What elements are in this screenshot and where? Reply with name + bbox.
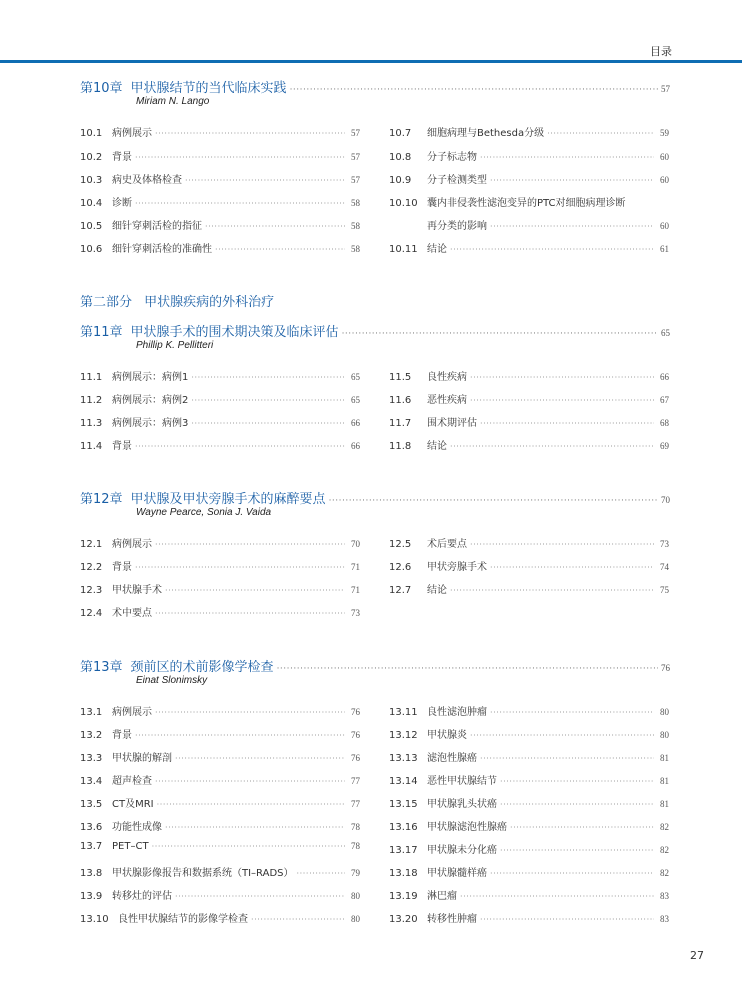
chapter-page: 70 xyxy=(661,495,670,505)
entry-number: 13.16 xyxy=(389,822,418,833)
entry-page: 59 xyxy=(660,128,669,138)
toc-entry[interactable] xyxy=(389,795,669,810)
entry-title: 甲状腺影像报告和数据系统（TI–RADS） xyxy=(112,868,294,879)
entry-number: 10.9 xyxy=(389,175,412,186)
chapter-page: 65 xyxy=(661,328,670,338)
toc-entry[interactable] xyxy=(389,887,669,902)
chapter-10-heading[interactable] xyxy=(80,77,670,96)
entry-number: 10.10 xyxy=(389,198,418,209)
entry-number: 11.7 xyxy=(389,418,412,429)
leader-dots xyxy=(470,540,654,549)
entry-number: 11.3 xyxy=(80,418,103,429)
header-rule xyxy=(0,60,742,63)
leader-dots xyxy=(135,563,345,572)
leader-dots xyxy=(155,129,345,138)
entry-number: 12.6 xyxy=(389,562,412,573)
entry-number: 12.4 xyxy=(80,608,103,619)
chapter-number: 第12章 xyxy=(80,492,123,507)
entry-page: 80 xyxy=(660,730,669,740)
entry-page: 76 xyxy=(351,707,360,717)
toc-entry[interactable] xyxy=(80,558,360,573)
leader-dots xyxy=(290,85,658,95)
chapter-author: Einat Slonimsky xyxy=(136,675,208,686)
entry-page: 77 xyxy=(351,799,360,809)
chapter-number: 第13章 xyxy=(80,660,123,675)
toc-entry[interactable] xyxy=(389,368,669,383)
entry-number: 11.8 xyxy=(389,441,412,452)
toc-entry[interactable] xyxy=(80,240,360,255)
entry-number: 10.2 xyxy=(80,152,103,163)
entry-title: 甲状腺未分化癌 xyxy=(427,845,497,856)
entry-page: 61 xyxy=(660,244,669,254)
entry-title: 囊内非侵袭性滤泡变异的PTC对细胞病理诊断 xyxy=(427,198,626,209)
entry-page: 80 xyxy=(660,707,669,717)
entry-page: 68 xyxy=(660,418,669,428)
leader-dots xyxy=(460,892,654,901)
toc-entry[interactable] xyxy=(389,437,669,452)
part-title: 甲状腺疾病的外科治疗 xyxy=(144,295,275,310)
leader-dots xyxy=(135,153,345,162)
leader-dots xyxy=(135,442,345,451)
entry-page: 74 xyxy=(660,562,669,572)
toc-entry[interactable] xyxy=(389,391,669,406)
entry-title: 结论 xyxy=(427,244,447,255)
part-heading[interactable] xyxy=(80,291,282,310)
toc-entry[interactable] xyxy=(80,217,360,232)
entry-title: 转移灶的评估 xyxy=(112,891,172,902)
toc-entry[interactable] xyxy=(80,726,360,741)
entry-page: 58 xyxy=(351,221,360,231)
toc-entry[interactable] xyxy=(80,818,360,833)
entry-title: 背景 xyxy=(112,562,132,573)
leader-dots xyxy=(470,373,654,382)
toc-entry[interactable] xyxy=(389,749,669,764)
leader-dots xyxy=(215,245,345,254)
entry-page: 80 xyxy=(351,914,360,924)
entry-number: 13.1 xyxy=(80,707,103,718)
entry-number: 10.3 xyxy=(80,175,103,186)
entry-page: 66 xyxy=(351,418,360,428)
entry-page: 82 xyxy=(660,845,669,855)
leader-dots xyxy=(480,915,654,924)
entry-title: 淋巴瘤 xyxy=(427,891,457,902)
leader-dots xyxy=(205,222,345,231)
entry-page: 78 xyxy=(351,822,360,832)
toc-entry[interactable] xyxy=(80,414,360,429)
toc-entry[interactable] xyxy=(80,749,360,764)
chapter-page: 76 xyxy=(661,663,670,673)
entry-title: 病史及体格检查 xyxy=(112,175,182,186)
entry-title: 甲状腺髓样癌 xyxy=(427,868,487,879)
entry-title: PET–CT xyxy=(112,841,149,852)
entry-number: 11.5 xyxy=(389,372,412,383)
leader-dots xyxy=(450,245,654,254)
entry-page: 83 xyxy=(660,891,669,901)
entry-page: 69 xyxy=(660,441,669,451)
chapter-author: Wayne Pearce, Sonia J. Vaida xyxy=(136,507,272,518)
entry-number: 13.2 xyxy=(80,730,103,741)
entry-number: 13.9 xyxy=(80,891,103,902)
chapter-12-heading[interactable] xyxy=(80,488,670,507)
toc-entry[interactable] xyxy=(80,124,360,139)
leader-dots xyxy=(490,708,654,717)
entry-title: 结论 xyxy=(427,585,447,596)
entry-title: 术后要点 xyxy=(427,539,467,550)
chapter-title: 甲状腺结节的当代临床实践 xyxy=(130,81,287,96)
toc-entry[interactable] xyxy=(389,581,669,596)
leader-dots xyxy=(342,329,658,339)
leader-dots xyxy=(251,915,345,924)
toc-entry[interactable] xyxy=(389,171,669,186)
leader-dots xyxy=(191,396,345,405)
entry-title: 背景 xyxy=(112,441,132,452)
entry-title: 诊断 xyxy=(112,198,132,209)
running-header-title: 目录 xyxy=(650,45,672,58)
entry-number: 11.2 xyxy=(80,395,103,406)
leader-dots xyxy=(510,823,654,832)
page-number: 27 xyxy=(690,949,704,962)
entry-page: 71 xyxy=(351,562,360,572)
entry-title: 甲状腺手术 xyxy=(112,585,162,596)
chapter-11-heading[interactable] xyxy=(80,321,670,340)
leader-dots xyxy=(277,664,658,674)
leader-dots xyxy=(450,586,654,595)
entry-page: 65 xyxy=(351,372,360,382)
entry-page: 81 xyxy=(660,799,669,809)
entry-title: 甲状腺滤泡性腺癌 xyxy=(427,822,507,833)
chapter-13-heading[interactable] xyxy=(80,656,670,675)
entry-number: 10.6 xyxy=(80,244,103,255)
toc-entry[interactable] xyxy=(80,535,360,550)
toc-entry[interactable] xyxy=(389,841,669,856)
entry-number: 12.1 xyxy=(80,539,103,550)
entry-page: 66 xyxy=(351,441,360,451)
entry-page: 81 xyxy=(660,753,669,763)
part-label: 第二部分 xyxy=(80,295,133,310)
entry-title: 恶性甲状腺结节 xyxy=(427,776,497,787)
toc-entry[interactable] xyxy=(389,148,669,163)
toc-entry[interactable] xyxy=(389,558,669,573)
entry-page: 57 xyxy=(351,128,360,138)
toc-entry[interactable] xyxy=(80,887,360,902)
entry-title: 甲状腺炎 xyxy=(427,730,467,741)
leader-dots xyxy=(165,823,345,832)
entry-number: 10.11 xyxy=(389,244,418,255)
entry-page: 76 xyxy=(351,753,360,763)
entry-title: 病例展示 xyxy=(112,707,152,718)
entry-title: 滤泡性腺癌 xyxy=(427,753,477,764)
leader-dots xyxy=(470,731,654,740)
entry-page: 73 xyxy=(660,539,669,549)
entry-number: 10.5 xyxy=(80,221,103,232)
chapter-number: 第11章 xyxy=(80,325,123,340)
toc-entry[interactable] xyxy=(389,772,669,787)
toc-entry[interactable] xyxy=(389,864,669,879)
entry-title: 病例展示：病例1 xyxy=(112,372,189,383)
toc-entry[interactable] xyxy=(80,795,360,810)
leader-dots xyxy=(480,419,654,428)
entry-number: 13.5 xyxy=(80,799,103,810)
leader-dots xyxy=(155,609,345,618)
entry-page: 82 xyxy=(660,822,669,832)
leader-dots xyxy=(155,777,345,786)
leader-dots xyxy=(480,754,654,763)
entry-number: 12.3 xyxy=(80,585,103,596)
leader-dots xyxy=(329,496,658,506)
entry-title: CT及MRI xyxy=(112,799,154,810)
toc-entry[interactable] xyxy=(389,535,669,550)
leader-dots xyxy=(490,869,654,878)
entry-title: 病例展示 xyxy=(112,539,152,550)
entry-title: 恶性疾病 xyxy=(427,395,467,406)
entry-page: 57 xyxy=(351,152,360,162)
entry-title: 分子标志物 xyxy=(427,152,477,163)
entry-page: 80 xyxy=(351,891,360,901)
toc-entry[interactable] xyxy=(389,194,669,209)
entry-number: 11.1 xyxy=(80,372,103,383)
entry-title: 病例展示 xyxy=(112,128,152,139)
entry-number: 13.17 xyxy=(389,845,418,856)
entry-page: 60 xyxy=(660,175,669,185)
entry-number: 13.12 xyxy=(389,730,418,741)
entry-page: 71 xyxy=(351,585,360,595)
leader-dots xyxy=(500,800,654,809)
toc-entry[interactable] xyxy=(389,910,669,925)
entry-title: 甲状旁腺手术 xyxy=(427,562,487,573)
leader-dots xyxy=(450,442,654,451)
toc-entry[interactable] xyxy=(389,703,669,718)
entry-page: 73 xyxy=(351,608,360,618)
leader-dots xyxy=(191,373,345,382)
toc-entry[interactable] xyxy=(80,194,360,209)
entry-page: 78 xyxy=(351,841,360,851)
entry-title: 良性滤泡肿瘤 xyxy=(427,707,487,718)
entry-page: 57 xyxy=(351,175,360,185)
entry-number: 13.11 xyxy=(389,707,418,718)
entry-page: 60 xyxy=(660,152,669,162)
toc-entry[interactable] xyxy=(80,368,360,383)
leader-dots xyxy=(155,708,345,717)
toc-entry[interactable] xyxy=(389,414,669,429)
entry-number: 10.7 xyxy=(389,128,412,139)
toc-entry[interactable] xyxy=(80,391,360,406)
toc-entry[interactable] xyxy=(80,910,360,925)
entry-page: 65 xyxy=(351,395,360,405)
leader-dots xyxy=(157,800,345,809)
entry-number: 12.7 xyxy=(389,585,412,596)
entry-title: 分子检测类型 xyxy=(427,175,487,186)
toc-entry[interactable] xyxy=(80,864,360,879)
entry-page: 67 xyxy=(660,395,669,405)
toc-entry[interactable] xyxy=(80,841,360,852)
entry-title: 甲状腺乳头状癌 xyxy=(427,799,497,810)
leader-dots xyxy=(175,892,345,901)
chapter-author: Miriam N. Lango xyxy=(136,96,210,107)
entry-title: 术中要点 xyxy=(112,608,152,619)
toc-entry[interactable] xyxy=(80,437,360,452)
entry-number: 12.5 xyxy=(389,539,412,550)
entry-page: 66 xyxy=(660,372,669,382)
entry-title: 超声检查 xyxy=(112,776,152,787)
entry-page: 82 xyxy=(660,868,669,878)
entry-number: 10.1 xyxy=(80,128,103,139)
entry-title: 背景 xyxy=(112,152,132,163)
entry-page: 77 xyxy=(351,776,360,786)
entry-page: 58 xyxy=(351,244,360,254)
leader-dots xyxy=(297,869,346,878)
entry-number: 13.18 xyxy=(389,868,418,879)
toc-entry[interactable] xyxy=(80,171,360,186)
leader-dots xyxy=(185,176,345,185)
leader-dots xyxy=(500,777,654,786)
leader-dots xyxy=(135,199,345,208)
entry-number: 13.10 xyxy=(80,914,109,925)
leader-dots xyxy=(490,222,654,231)
toc-entry[interactable] xyxy=(80,604,360,619)
leader-dots xyxy=(155,540,345,549)
entry-title: 围术期评估 xyxy=(427,418,477,429)
entry-title: 细胞病理与Bethesda分级 xyxy=(427,128,545,139)
toc-entry[interactable] xyxy=(80,581,360,596)
chapter-page: 57 xyxy=(661,84,670,94)
entry-title: 甲状腺的解剖 xyxy=(112,753,172,764)
entry-number: 13.20 xyxy=(389,914,418,925)
entry-number: 13.8 xyxy=(80,868,103,879)
entry-number: 13.13 xyxy=(389,753,418,764)
entry-title: 病例展示：病例2 xyxy=(112,395,189,406)
toc-entry[interactable] xyxy=(80,148,360,163)
toc-entry[interactable] xyxy=(389,726,669,741)
entry-title: 细针穿刺活检的指征 xyxy=(112,221,202,232)
entry-page: 70 xyxy=(351,539,360,549)
entry-number: 10.4 xyxy=(80,198,103,209)
entry-number: 12.2 xyxy=(80,562,103,573)
entry-number: 13.19 xyxy=(389,891,418,902)
chapter-title: 颈前区的术前影像学检查 xyxy=(130,660,274,675)
toc-entry[interactable] xyxy=(389,818,669,833)
entry-page: 79 xyxy=(351,868,360,878)
toc-entry[interactable] xyxy=(80,772,360,787)
chapter-number: 第10章 xyxy=(80,81,123,96)
entry-page: 83 xyxy=(660,914,669,924)
entry-title: 病例展示：病例3 xyxy=(112,418,189,429)
entry-number: 11.6 xyxy=(389,395,412,406)
toc-entry-continued[interactable] xyxy=(389,217,669,232)
leader-dots xyxy=(470,396,654,405)
entry-title: 良性甲状腺结节的影像学检查 xyxy=(118,914,248,925)
toc-entry[interactable] xyxy=(389,240,669,255)
leader-dots xyxy=(135,731,345,740)
entry-number: 13.14 xyxy=(389,776,418,787)
chapter-title: 甲状腺手术的围术期决策及临床评估 xyxy=(130,325,339,340)
entry-number: 13.6 xyxy=(80,822,103,833)
entry-title: 功能性成像 xyxy=(112,822,162,833)
entry-page: 58 xyxy=(351,198,360,208)
entry-title: 细针穿刺活检的准确性 xyxy=(112,244,212,255)
entry-number: 13.7 xyxy=(80,841,103,852)
leader-dots xyxy=(490,563,654,572)
entry-number: 10.8 xyxy=(389,152,412,163)
leader-dots xyxy=(165,586,345,595)
entry-number: 13.3 xyxy=(80,753,103,764)
entry-title: 结论 xyxy=(427,441,447,452)
entry-page: 75 xyxy=(660,585,669,595)
entry-number: 13.15 xyxy=(389,799,418,810)
entry-page: 76 xyxy=(351,730,360,740)
leader-dots xyxy=(490,176,654,185)
chapter-title: 甲状腺及甲状旁腺手术的麻醉要点 xyxy=(130,492,326,507)
leader-dots xyxy=(480,153,654,162)
entry-title: 背景 xyxy=(112,730,132,741)
entry-number: 11.4 xyxy=(80,441,103,452)
entry-number: 13.4 xyxy=(80,776,103,787)
entry-title: 良性疾病 xyxy=(427,372,467,383)
leader-dots xyxy=(175,754,345,763)
toc-entry[interactable] xyxy=(389,124,669,139)
entry-title: 再分类的影响 xyxy=(427,221,487,232)
entry-page: 81 xyxy=(660,776,669,786)
leader-dots xyxy=(191,419,345,428)
leader-dots xyxy=(500,846,654,855)
leader-dots xyxy=(152,842,345,851)
leader-dots xyxy=(547,129,654,138)
toc-entry[interactable] xyxy=(80,703,360,718)
entry-page: 60 xyxy=(660,221,669,231)
entry-title: 转移性肿瘤 xyxy=(427,914,477,925)
chapter-author: Phillip K. Pellitteri xyxy=(136,340,214,351)
